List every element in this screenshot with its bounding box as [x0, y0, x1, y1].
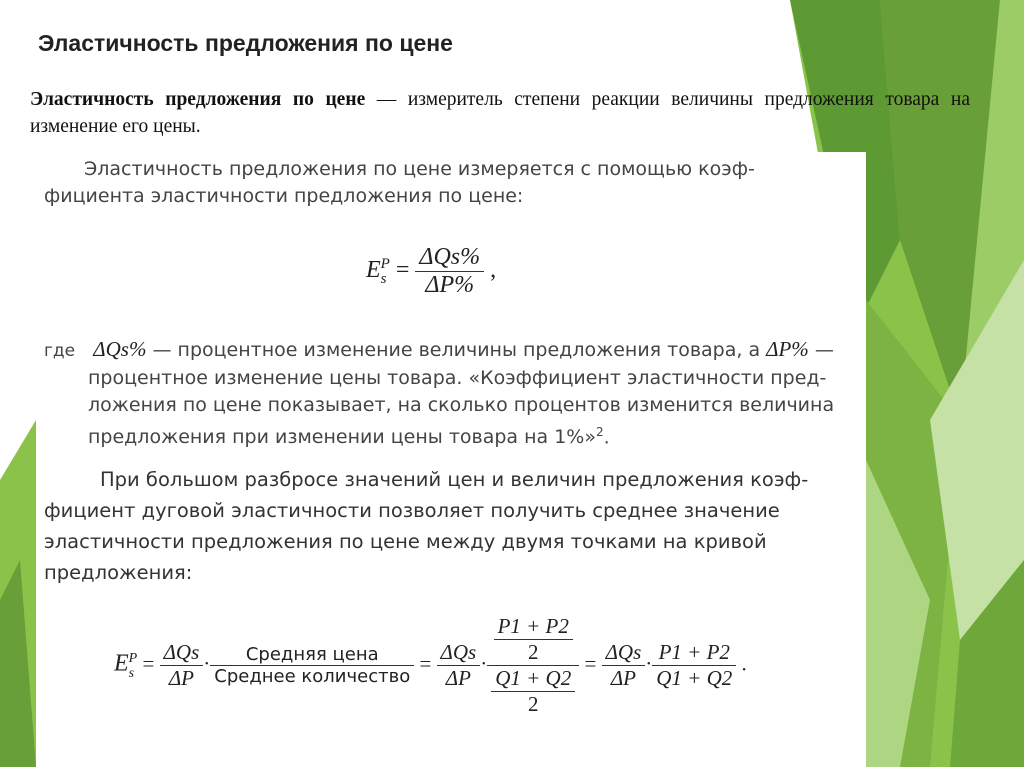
where-dp: ΔP% [766, 337, 809, 361]
formula2-f4-dd: 2 [527, 692, 539, 716]
formula2-f3-num: ΔQs [437, 640, 481, 666]
para3-line3: эластичности предложения по цене между двумя точками на кривой [44, 530, 767, 553]
where-line3: ложения по цене показывает, на сколько процентов изменится величина [88, 394, 835, 416]
definition-term: Эластичность предложения по цене [30, 89, 366, 110]
formula2-frac5 [602, 640, 646, 691]
formula2-f5-den: ΔP [610, 666, 636, 690]
formula1-eq: = [395, 257, 410, 284]
formula2-end: . [741, 651, 747, 676]
formula2-frac1 [160, 640, 204, 691]
where-line1-end: — [808, 339, 834, 361]
paragraph-where [44, 336, 844, 451]
formula2-f4-nn: P1 + P2 [494, 614, 573, 640]
para3-line2: фициент дуговой эластичности позволяет получить среднее значение [44, 499, 780, 522]
where-prefix: где [44, 341, 76, 361]
formula1-lhs: E [366, 257, 381, 284]
formula2-f3-den: ΔP [445, 666, 471, 690]
arc-elasticity-formula [114, 614, 747, 717]
formula1-lhs-sup: P [380, 255, 390, 272]
formula2-f6-num: P1 + P2 [652, 640, 736, 666]
where-line4: предложения при изменении цены товара на 1%» [88, 426, 596, 449]
para3-line1: При большом разбросе значений цен и величин предложения коэф- [100, 468, 809, 491]
where-end: . [603, 426, 610, 449]
para1-line2: фициента эластичности предложения по цене: [44, 185, 524, 207]
formula1-num: ΔQs% [415, 244, 484, 272]
formula2-lhs-sup: P [128, 650, 138, 666]
formula2-f6-den: Q1 + Q2 [656, 666, 733, 690]
formula2-dot1: · [203, 651, 211, 676]
formula2-f1-num: ΔQs [160, 640, 204, 666]
formula2-eq2: = [419, 651, 432, 676]
where-line1-text: — процентное изменение величины предложения товара, а [146, 339, 767, 361]
slide-title: Эластичность предложения по цене [38, 30, 453, 56]
formula2-f2-den: Среднее количество [214, 666, 411, 687]
formula2-eq1: = [142, 651, 155, 676]
definition-text [30, 86, 970, 140]
formula2-lhs: E [114, 650, 129, 677]
paragraph-arc-elasticity [44, 464, 854, 588]
formula1-tail: , [490, 257, 497, 284]
formula2-frac4 [487, 614, 579, 717]
formula2-f4-nd: 2 [527, 640, 539, 664]
scanned-textbook-excerpt [36, 152, 866, 742]
definition-rest: — измеритель степени реакции величины предложения товара на изменение его цены. [30, 89, 970, 137]
where-footnote: 2 [595, 425, 604, 439]
formula2-frac2 [210, 644, 414, 687]
para1-line1: Эластичность предложения по цене измеряется с помощью коэф- [84, 158, 755, 180]
formula2-dot3: · [645, 651, 653, 676]
formula1-fraction [415, 244, 484, 299]
formula2-f2-num: Средняя цена [210, 644, 414, 666]
formula2-frac6 [652, 640, 736, 691]
where-dq: ΔQs% [93, 337, 147, 361]
formula2-dot2: · [480, 651, 488, 676]
elasticity-formula [366, 244, 496, 299]
formula2-f1-den: ΔP [168, 666, 194, 690]
para3-line4: предложения: [44, 561, 193, 584]
formula2-f4-dn: Q1 + Q2 [491, 666, 575, 692]
where-line2: процентное изменение цены товара. «Коэффициент эластичности пред- [88, 367, 827, 389]
formula2-eq3: = [584, 651, 597, 676]
formula1-lhs-sub: s [380, 270, 387, 287]
paragraph-intro [44, 156, 834, 210]
formula2-f5-num: ΔQs [602, 640, 646, 666]
formula2-frac3 [437, 640, 481, 691]
formula2-lhs-sub: s [128, 665, 135, 681]
formula1-den: ΔP% [425, 272, 475, 298]
